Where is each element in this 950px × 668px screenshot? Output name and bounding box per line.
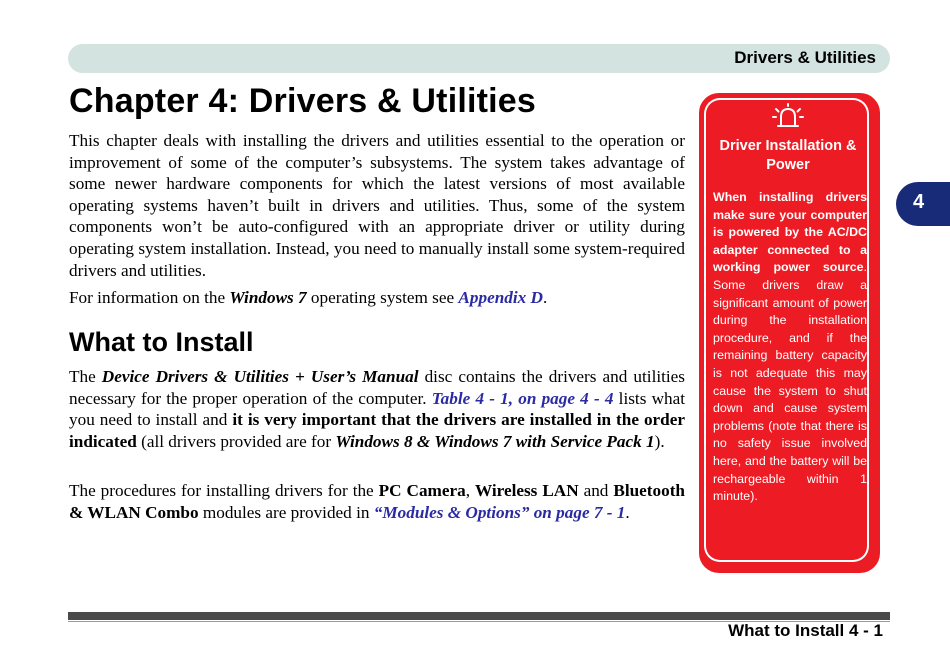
os-name: Windows 7: [229, 288, 307, 307]
appendix-d-link[interactable]: Appendix D: [458, 288, 543, 307]
install-text-1: The: [69, 367, 102, 386]
windows-versions: Windows 8 & Windows 7 with Service Pack 1: [335, 431, 655, 451]
install-text-5: ).: [654, 431, 665, 451]
chapter-tab[interactable]: [896, 182, 950, 226]
page-header-bar: [68, 44, 890, 73]
info-text-2: operating system see: [306, 288, 459, 307]
intro-paragraph: This chapter deals with installing the drivers and utilities essential to the operation or improvement of some of the computer’s subsystems. The system takes advantage of some newer hardware components for which the latest versions of most available operating systems haven’t built in drivers and utilities. Thus, some of the system components won’t be auto-configured with an appropriate driver or utility during operating system installation. Instead, you need to manually install some system-required drivers and utilities.: [69, 131, 685, 280]
info-text-3: .: [542, 288, 548, 307]
running-header-title: Drivers & Utilities: [734, 48, 876, 67]
footer-rule: [68, 612, 890, 620]
sidebar-warning-bold: When installing drivers make sure your computer is powered by the AC/DC adapter connected to a working power source: [713, 190, 867, 275]
install-text-2: disc contains the drivers and utilities necessary for the proper operation of the computer.: [69, 367, 685, 408]
procedures-paragraph: [69, 480, 685, 523]
install-text-3: lists what you need to install and: [69, 388, 685, 430]
procedures-text-5: .: [625, 502, 630, 522]
alarm-bell-icon: [771, 102, 805, 132]
chapter-tab-number: 4: [913, 191, 925, 213]
sidebar-body: [713, 189, 867, 506]
install-text-4: (all drivers provided are for: [136, 431, 336, 451]
install-paragraph: [69, 366, 685, 452]
modules-options-link[interactable]: “Modules & Options” on page 7 - 1: [373, 502, 626, 522]
procedures-text-4: modules are provided in: [198, 502, 374, 522]
disc-name: Device Drivers & Utilities + User’s Manual: [101, 367, 419, 386]
sidebar-title: Driver Installation & Power: [719, 138, 857, 173]
pc-camera-label: PC Camera: [378, 481, 466, 500]
table-reference-link[interactable]: Table 4 - 1, on page 4 - 4: [431, 388, 614, 408]
procedures-text-2: ,: [465, 481, 475, 500]
procedures-text-1: The procedures for installing drivers for the: [69, 481, 379, 500]
page-footer: What to Install 4 - 1: [728, 621, 883, 640]
procedures-text-3: and: [578, 481, 614, 500]
combo-label: Bluetooth & WLAN Combo: [69, 481, 685, 522]
info-paragraph: [69, 287, 685, 309]
chapter-title: Chapter 4: Drivers & Utilities: [69, 82, 537, 120]
section-title: What to Install: [69, 327, 254, 357]
important-note: it is very important that the drivers are installed in the order indicated: [69, 410, 685, 451]
sidebar-warning-text: . Some drivers draw a significant amount of power during the installation procedure, and if the remaining battery capacity is not adequate this may cause the system to shut down and cause system problems (note that there is no safety issue involved here, and the battery will be rechargeable within 1 minute).: [713, 260, 867, 504]
wireless-lan-label: Wireless LAN: [474, 481, 579, 500]
info-text-1: For information on the: [69, 288, 230, 307]
